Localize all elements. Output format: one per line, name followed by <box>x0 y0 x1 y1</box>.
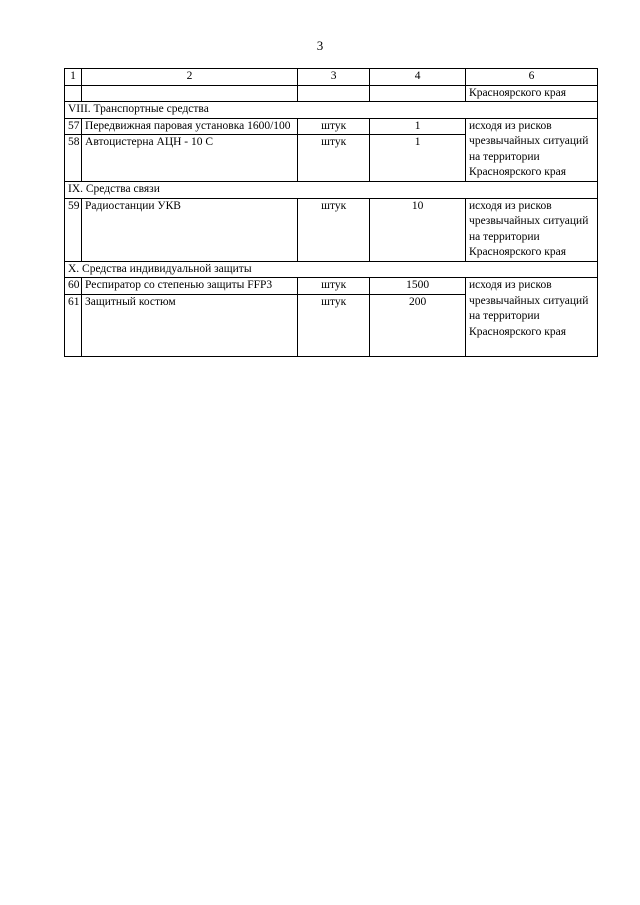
row-quantity: 200 <box>370 294 466 356</box>
table-row <box>65 198 598 261</box>
row-basis: исходя из рисков чрезвычайных ситуаций на территории Красноярского края <box>466 198 598 261</box>
row-unit: штук <box>297 118 369 135</box>
row-name: Респиратор со степенью защиты FFP3 <box>82 278 298 295</box>
row-quantity: 1 <box>370 135 466 182</box>
section-title-communication: IX. Средства связи <box>65 182 598 199</box>
row-name: Автоцистерна АЦН - 10 С <box>82 135 298 182</box>
row-number: 57 <box>65 118 82 135</box>
header-col-6: 6 <box>466 69 598 86</box>
row-basis: исходя из рисков чрезвычайных ситуаций на территории Красноярского края <box>466 118 598 182</box>
row-unit: штук <box>297 198 369 261</box>
table-row <box>65 278 598 295</box>
table-row <box>65 118 598 135</box>
row-number: 58 <box>65 135 82 182</box>
section-row-protection <box>65 261 598 278</box>
empty-cell <box>65 85 82 102</box>
resources-table <box>64 68 598 357</box>
row-unit: штук <box>297 294 369 356</box>
row-unit: штук <box>297 135 369 182</box>
row-name: Передвижная паровая установка 1600/100 <box>82 118 298 135</box>
section-title-protection: X. Средства индивидуальной защиты <box>65 261 598 278</box>
section-row-communication <box>65 182 598 199</box>
row-quantity: 1 <box>370 118 466 135</box>
table-row-continuation <box>65 85 598 102</box>
row-quantity: 1500 <box>370 278 466 295</box>
header-col-3: 3 <box>297 69 369 86</box>
header-col-4: 4 <box>370 69 466 86</box>
empty-cell <box>297 85 369 102</box>
section-row-transport <box>65 102 598 119</box>
empty-cell <box>370 85 466 102</box>
section-title-transport: VIII. Транспортные средства <box>65 102 598 119</box>
empty-cell <box>82 85 298 102</box>
header-col-1: 1 <box>65 69 82 86</box>
row-number: 60 <box>65 278 82 295</box>
row-unit: штук <box>297 278 369 295</box>
row-quantity: 10 <box>370 198 466 261</box>
row-number: 61 <box>65 294 82 356</box>
page-number: 3 <box>316 38 324 53</box>
row-basis: исходя из рисков чрезвычайных ситуаций на территории Красноярского края <box>466 278 598 357</box>
header-col-2: 2 <box>82 69 298 86</box>
table-header-row <box>65 69 598 86</box>
row-name: Радиостанции УКВ <box>82 198 298 261</box>
row-number: 59 <box>65 198 82 261</box>
continuation-cell: Красноярского края <box>466 85 598 102</box>
row-name: Защитный костюм <box>82 294 298 356</box>
